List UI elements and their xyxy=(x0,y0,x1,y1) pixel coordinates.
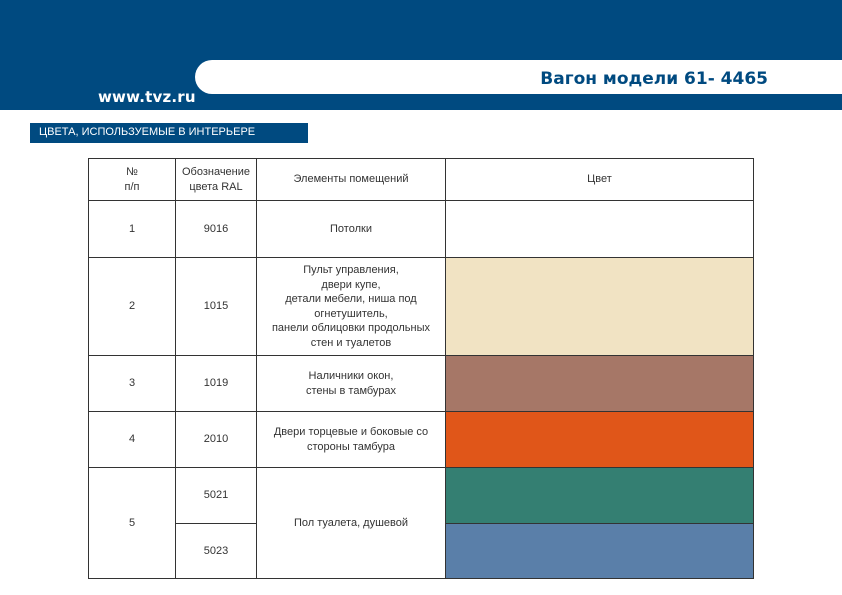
element-line: стен и туалетов xyxy=(310,336,392,349)
element-line: двери купе, xyxy=(321,278,381,291)
table-row xyxy=(89,468,754,524)
element-line: стены в тамбурах xyxy=(305,384,397,397)
element-line: Наличники окон, xyxy=(308,370,394,382)
element-line: Пульт управления, xyxy=(303,264,399,276)
element-line: Двери торцевые и боковые со xyxy=(273,426,429,438)
row-elements xyxy=(257,258,446,356)
row-ral: 1015 xyxy=(176,258,257,356)
page-title: Вагон модели 61- 4465 xyxy=(540,69,768,89)
color-swatch xyxy=(446,201,754,258)
table-header-row xyxy=(89,159,754,201)
row-num: 1 xyxy=(89,201,176,258)
row-ral: 1019 xyxy=(176,356,257,412)
header-ral-line1: Обозначение xyxy=(181,166,251,178)
header-num-line2: п/п xyxy=(124,180,140,193)
row-num: 5 xyxy=(89,468,176,579)
element-line: стороны тамбура xyxy=(307,440,395,453)
row-elements xyxy=(257,356,446,412)
row-num: 3 xyxy=(89,356,176,412)
color-swatch xyxy=(446,356,754,412)
row-ral: 2010 xyxy=(176,412,257,468)
header-num xyxy=(89,159,176,201)
row-ral: 5021 xyxy=(176,468,257,524)
header-ral xyxy=(176,159,257,201)
header-elements: Элементы помещений xyxy=(257,159,446,201)
color-swatch xyxy=(446,468,754,524)
header-num-line1: № xyxy=(126,166,138,178)
color-swatch xyxy=(446,524,754,579)
table-row xyxy=(89,258,754,356)
element-line: панели облицовки продольных xyxy=(271,322,431,334)
section-title: ЦВЕТА, ИСПОЛЬЗУЕМЫЕ В ИНТЕРЬЕРЕ xyxy=(39,126,256,138)
header-ral-line2: цвета RAL xyxy=(189,180,243,193)
element-line: детали мебели, ниша под xyxy=(285,293,417,305)
header-color: Цвет xyxy=(446,159,754,201)
row-elements: Пол туалета, душевой xyxy=(257,468,446,579)
ral-color-table xyxy=(88,158,754,579)
table-row xyxy=(89,412,754,468)
table-row xyxy=(89,201,754,258)
table-row xyxy=(89,356,754,412)
row-num: 2 xyxy=(89,258,176,356)
row-num: 4 xyxy=(89,412,176,468)
row-ral: 9016 xyxy=(176,201,257,258)
row-elements xyxy=(257,412,446,468)
site-url[interactable]: www.tvz.ru xyxy=(98,88,196,106)
color-swatch xyxy=(446,258,754,356)
color-swatch xyxy=(446,412,754,468)
row-elements: Потолки xyxy=(257,201,446,258)
element-line: огнетушитель, xyxy=(314,307,388,320)
row-ral: 5023 xyxy=(176,524,257,579)
